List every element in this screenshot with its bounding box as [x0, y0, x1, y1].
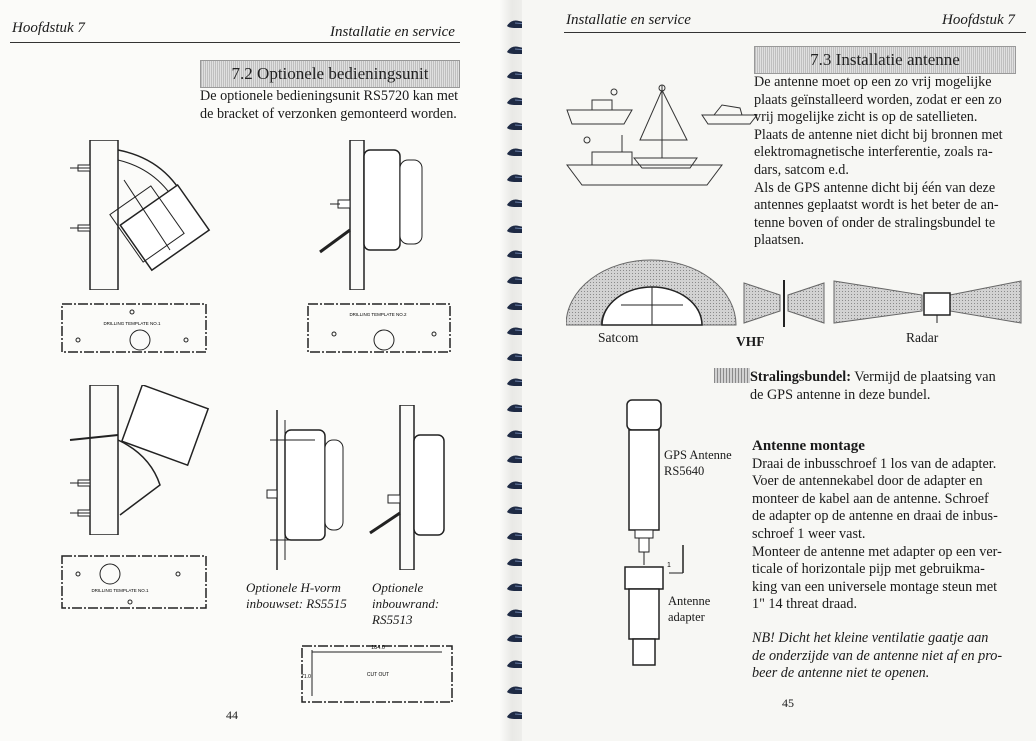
gps-antenna-drawing [617, 395, 697, 675]
right-page-number: 45 [782, 696, 794, 710]
cutout-template [292, 636, 460, 706]
template-1-label: DRILLING TEMPLATE NO.1 [103, 321, 161, 326]
warning-note: NB! Dicht het kleine ventilatie gaatje aan de onderzijde van de antenne niet af en pro- beer de antenne niet te openen. [752, 630, 1003, 682]
cutout-label: CUT OUT [366, 672, 390, 678]
left-page-number: 44 [226, 708, 238, 722]
flush-mount-diagram-1 [310, 140, 450, 290]
bracket-mount-diagram-1 [60, 140, 220, 290]
beam-title: Stralingsbundel: [750, 369, 851, 385]
right-section-title: 7.3 Installatie antenne [754, 46, 1016, 74]
beam-text-1: Vermijd de plaatsing van [850, 369, 996, 385]
screw-number: 1 [667, 562, 671, 569]
hatch-swatch [714, 368, 750, 383]
left-header-section: Installatie en service [330, 24, 455, 40]
radar-label: Radar [906, 330, 939, 345]
vhf-label: VHF [736, 334, 765, 349]
radiation-beam-diagram [566, 255, 1026, 335]
ships-illustration [562, 80, 762, 200]
h-frame-diagram [255, 410, 355, 570]
left-section-title: 7.2 Optionele bedieningsunit [200, 60, 460, 88]
cutout-width-label: 184.0 [371, 645, 385, 651]
drilling-template-1 [60, 298, 210, 358]
template-3-label: DRILLING TEMPLATE NO.1 [91, 588, 149, 593]
left-header-rule [10, 42, 460, 43]
left-page [0, 0, 505, 741]
gps-antenna-label: GPS Antenne RS5640 [664, 448, 732, 478]
satcom-label: Satcom [598, 330, 639, 345]
antenna-intro-text: De antenne moet op een zo vrij mogelijke plaats geïnstalleerd worden, zodat er een zo vrij mogelijke zicht is op de satellieten. Plaats de antenne niet dicht bij bronnen met elektromagnetische interferentie, zoals ra- dars, satcom e.d. Als de GPS antenne dicht bij één van deze antennes geplaatst wordt is het beter de an- tenne boven of onder de stralingsbundel te plaatsen. [754, 74, 1003, 249]
antenna-adapter-label: Antenne adapter [668, 594, 711, 624]
left-intro-text: De optionele bedieningsunit RS5720 kan met de bracket of verzonken gemonteerd worden. [200, 88, 459, 122]
caption-inbouwrand: Optionele inbouwrand: RS5513 [372, 580, 440, 627]
inbouwrand-diagram [360, 405, 460, 570]
bracket-mount-diagram-2 [60, 385, 220, 535]
right-header-chapter: Hoofdstuk 7 [942, 12, 1015, 28]
beam-legend [714, 368, 1014, 404]
caption-h-frame: Optionele H-vorm inbouwset: RS5515 [246, 580, 347, 611]
cutout-height-label: 71.0 [301, 674, 311, 680]
left-header-chapter: Hoofdstuk 7 [12, 20, 85, 36]
drilling-template-2 [306, 298, 454, 358]
beam-text-2: de GPS antenne in deze bundel. [750, 386, 931, 403]
mount-title: Antenne montage [752, 438, 865, 454]
drilling-template-3 [60, 552, 210, 614]
antenna-mount-section: Antenne montage Draai de inbusschroef 1 los van de adapter. Voer de antennekabel door de adapter en monteer de kabel aan de antenne. Schroef de adapter op de antenne en draai de inbus- schroef 1 weer vast. Monteer de antenne met adapter op een ver- ticale of horizontale pijp met gebruikma- king van een universele montage steun met 1" 14 threat draad. [752, 438, 1032, 614]
right-header-rule [564, 32, 1026, 33]
template-2-label: DRILLING TEMPLATE NO.2 [349, 312, 407, 317]
right-page [522, 0, 1036, 741]
right-header-section: Installatie en service [566, 12, 691, 28]
